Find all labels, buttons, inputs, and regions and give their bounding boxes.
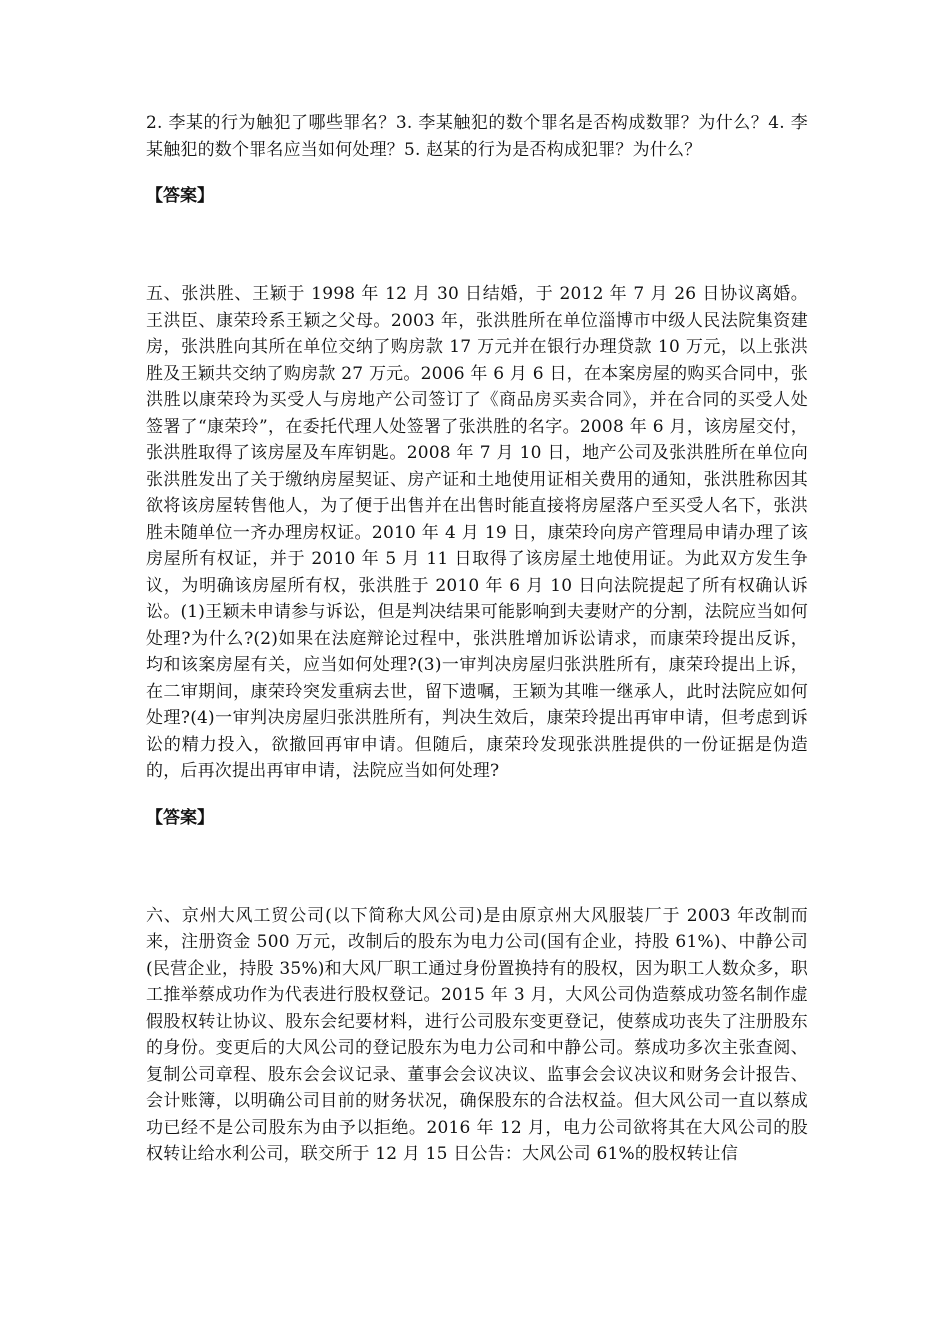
question-5-paragraph: 五、张洪胜、王颖于 1998 年 12 月 30 日结婚，于 2012 年 7 月 26 日协议离婚。王洪臣、康荣玲系王颖之父母。2003 年，张洪胜所在单位淄博市中级人民法院集资建房，张洪胜向其所在单位交纳了购房款 17 万元并在银行办理贷款 10 万元，以上张洪胜及王颖共交纳了购房款 27 万元。2006 年 6 月 6 日，在本案房屋的购买合同中，张洪胜以康荣玲为买受人与房地产公司签订了《商品房买卖合同》，并在合同的买受人处签署了“康荣玲”，在委托代理人处签署了张洪胜的名字。2008 年 6 月，该房屋交付，张洪胜取得了该房屋及车库钥匙。2008 年 7 月 10 日，地产公司及张洪胜所在单位向张洪胜发出了关于缴纳房屋契证、房产证和土地使用证相关费用的通知，张洪胜称因其欲将该房屋转售他人，为了便于出售并在出售时能直接将房屋落户至买受人名下，张洪胜未随单位一齐办理房权证。2010 年 4 月 19 日，康荣玲向房产管理局申请办理了该房屋所有权证，并于 2010 年 5 月 11 日取得了该房屋土地使用证。为此双方发生争议，为明确该房屋所有权，张洪胜于 2010 年 6 月 10 日向法院提起了所有权确认诉讼。(1)王颖未申请参与诉讼，但是判决结果可能影响到夫妻财产的分割，法院应当如何处理?为什么?(2)如果在法庭辩论过程中，张洪胜增加诉讼请求，而康荣玲提出反诉，均和该案房屋有关，应当如何处理?(3)一审判决房屋归张洪胜所有，康荣玲提出上诉，在二审期间，康荣玲突发重病去世，留下遗嘱，王颖为其唯一继承人，此时法院应如何处理?(4)一审判决房屋归张洪胜所有，判决生效后，康荣玲提出再审申请，但考虑到诉讼的精力投入，欲撤回再审申请。但随后，康荣玲发现张洪胜提供的一份证据是伪造的，后再次提出再审申请，法院应当如何处理?	[146, 284, 808, 781]
answer-label: 【答案】	[146, 186, 214, 206]
question-tail-paragraph: 2. 李某的行为触犯了哪些罪名？3. 李某触犯的数个罪名是否构成数罪？为什么？4. 李某触犯的数个罪名应当如何处理？5. 赵某的行为是否构成犯罪？为什么？	[146, 113, 808, 160]
answer-label: 【答案】	[146, 807, 214, 828]
question-6-paragraph: 六、京州大风工贸公司(以下简称大风公司)是由原京州大风服装厂于 2003 年改制而来，注册资金 500 万元，改制后的股东为电力公司(国有企业，持股 61%)、中静公司(民营企业，持股 35%)和大风厂职工通过身份置换持有的股权，因为职工人数众多，职工推举蔡成功作为代表进行股权登记。2015 年 3 月，大风公司伪造蔡成功签名制作虚假股权转让协议、股东会纪要材料，进行公司股东变更登记，使蔡成功丧失了注册股东的身份。变更后的大风公司的登记股东为电力公司和中静公司。蔡成功多次主张查阅、复制公司章程、股东会会议记录、董事会会议决议、监事会会议决议和财务会计报告、会计账簿，以明确公司目前的财务状况，确保股东的合法权益。但大风公司一直以蔡成功已经不是公司股东为由予以拒绝。2016 年 12 月，电力公司欲将其在大风公司的股权转让给水利公司，联交所于 12 月 15 日公告：大风公司 61%的股权转让信	[146, 905, 808, 1164]
document-page	[146, 110, 808, 1168]
